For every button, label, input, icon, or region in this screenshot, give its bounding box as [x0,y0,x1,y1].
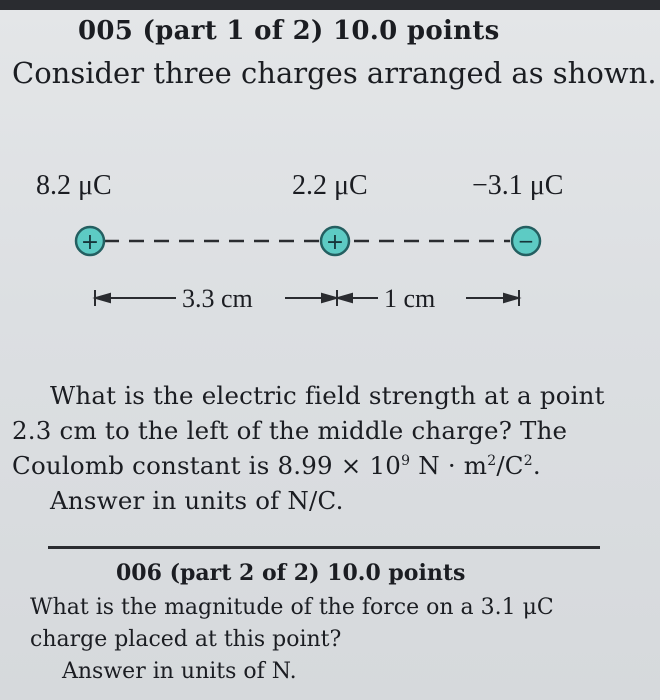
question-line-text: N · m [410,451,488,480]
plus-sign-icon: + [80,230,100,255]
minus-sign-icon: − [517,229,535,253]
distance-label-right: 1 cm [384,284,436,313]
top-divider [0,0,660,10]
problem-1-prompt: Consider three charges arranged as shown. [12,56,657,90]
coulomb-constant-line [12,448,652,483]
answer-units: Answer in units of N/C. [50,486,344,515]
charge-label-right: −3.1 μC [472,170,564,201]
exponent: 2 [487,452,497,469]
positive-charge-left [76,227,104,255]
question-line-text: Coulomb constant is 8.99 × 10 [12,451,402,480]
exponent: 2 [523,452,533,469]
question-line: What is the electric field strength at a point [50,381,605,410]
positive-charge-middle [321,227,349,255]
section-divider [48,546,600,549]
question-line: charge placed at this point? [30,627,342,652]
question-line-text: /C [496,451,524,480]
question-line: 2.3 cm to the left of the middle charge? The [12,416,568,445]
problem-2-text [30,592,650,688]
problem-2-title: 006 (part 2 of 2) 10.0 points [116,560,466,586]
question-line: What is the magnitude of the force on a 3.1 μC [30,595,554,620]
plus-sign-icon: + [325,230,345,255]
answer-units: Answer in units of N. [62,659,297,684]
negative-charge-right [512,227,540,255]
question-line-text: . [532,451,541,480]
charge-diagram [0,210,660,320]
distance-label-left: 3.3 cm [182,284,253,313]
charge-label-middle: 2.2 μC [292,170,368,201]
charge-label-left: 8.2 μC [36,170,112,201]
exponent: 9 [401,452,411,469]
question-text [12,378,652,518]
problem-1-title: 005 (part 1 of 2) 10.0 points [78,16,500,46]
